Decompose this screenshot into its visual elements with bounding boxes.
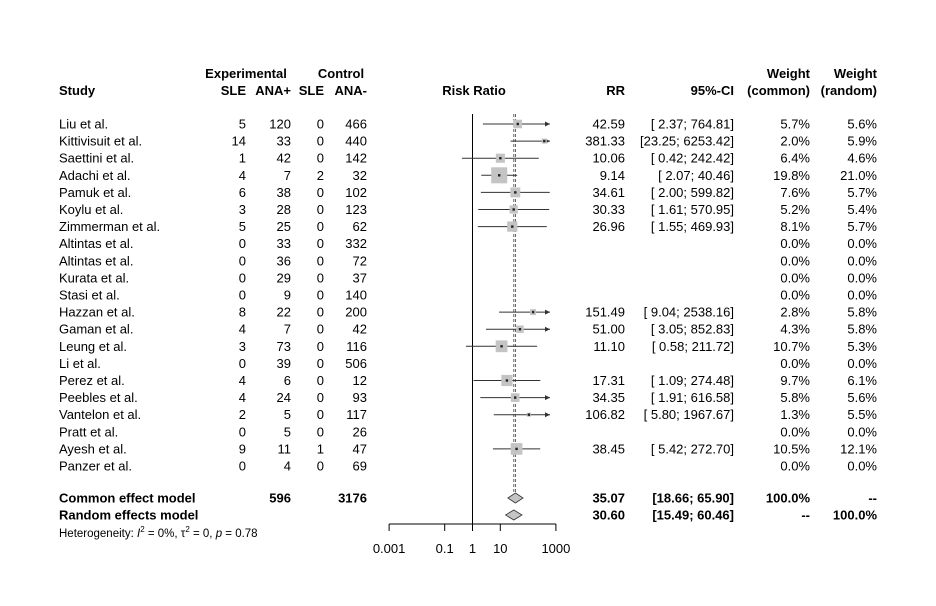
ci-value: [ 1.09; 274.48] bbox=[650, 373, 734, 388]
ctrl-events-value: 0 bbox=[316, 133, 324, 149]
weight-random-value: 0.0% bbox=[847, 287, 877, 303]
exp-total-value: 5 bbox=[283, 424, 291, 440]
plot-marks bbox=[462, 114, 550, 524]
exp-events-value: 14 bbox=[231, 133, 246, 149]
het-i2-value: = 0%, bbox=[144, 528, 181, 540]
ctrl-total-value: 140 bbox=[345, 287, 367, 303]
study-name: Adachi et al. bbox=[59, 167, 131, 183]
ctrl-events-value: 2 bbox=[316, 167, 324, 183]
exp-events-value: 0 bbox=[238, 253, 246, 269]
exp-total-value: 4 bbox=[283, 458, 291, 474]
point-estimate bbox=[517, 123, 519, 125]
weight-common-value: 9.7% bbox=[780, 373, 810, 388]
summary-weight-random: 100.0% bbox=[832, 507, 877, 523]
weight-common-value: 2.0% bbox=[780, 133, 810, 149]
rr-value: 51.00 bbox=[592, 321, 625, 337]
ctrl-total-value: 37 bbox=[352, 270, 367, 286]
summary-ci-value: [15.49; 60.46] bbox=[652, 507, 734, 523]
ctrl-total-value: 102 bbox=[345, 184, 367, 200]
exp-total-value: 33 bbox=[276, 236, 291, 252]
ctrl-total-value: 32 bbox=[352, 167, 367, 183]
ctrl-events-value: 0 bbox=[316, 236, 324, 252]
ci-value: [ 3.05; 852.83] bbox=[650, 321, 734, 337]
weight-random-value: 12.1% bbox=[840, 441, 877, 457]
ctrl-total-value: 123 bbox=[345, 202, 367, 217]
weight-random-value: 0.0% bbox=[847, 355, 877, 371]
ctrl-events-value: 0 bbox=[316, 458, 324, 474]
weight-random-value: 6.1% bbox=[847, 373, 877, 388]
header-study: Study bbox=[59, 83, 96, 98]
header-control: Control bbox=[317, 66, 365, 81]
rr-value: 9.14 bbox=[599, 167, 625, 183]
rr-value: 38.45 bbox=[592, 441, 625, 457]
exp-events-value: 3 bbox=[238, 202, 246, 217]
study-name: Perez et al. bbox=[59, 373, 125, 388]
ctrl-events-value: 0 bbox=[316, 270, 324, 286]
ci-value: [ 2.00; 599.82] bbox=[650, 184, 734, 200]
weight-random-value: 5.6% bbox=[847, 390, 877, 406]
table-row bbox=[59, 373, 877, 388]
het-prefix: Heterogeneity: bbox=[59, 528, 137, 540]
ci-value: [ 1.61; 570.95] bbox=[650, 202, 734, 217]
exp-events-value: 4 bbox=[238, 321, 246, 337]
point-estimate bbox=[500, 345, 502, 347]
ci-value: [ 2.07; 40.46] bbox=[658, 167, 734, 183]
summary-rr-value: 35.07 bbox=[592, 490, 625, 506]
ctrl-total-value: 42 bbox=[352, 321, 367, 337]
exp-total-value: 73 bbox=[276, 338, 291, 354]
study-name: Vantelon et al. bbox=[59, 407, 142, 423]
ci-arrow bbox=[545, 395, 550, 400]
table-row bbox=[59, 322, 877, 337]
het-p-symbol: p bbox=[215, 528, 223, 540]
ci-arrow bbox=[545, 310, 550, 315]
point-estimate bbox=[512, 208, 514, 210]
study-name: Hazzan et al. bbox=[59, 304, 135, 320]
point-estimate bbox=[519, 328, 521, 330]
study-name: Koylu et al. bbox=[59, 202, 124, 217]
study-rows bbox=[59, 117, 877, 523]
study-name: Li et al. bbox=[59, 355, 101, 371]
weight-common-value: 0.0% bbox=[780, 270, 810, 286]
summary-ctrl-total: 3176 bbox=[338, 490, 367, 506]
exp-total-value: 6 bbox=[283, 373, 291, 388]
table-row bbox=[59, 356, 877, 371]
table-row bbox=[59, 253, 877, 268]
header-weight-random-1: Weight bbox=[833, 66, 877, 81]
point-estimate bbox=[543, 140, 545, 142]
ctrl-total-value: 117 bbox=[346, 407, 367, 423]
study-name: Pamuk et al. bbox=[59, 184, 132, 200]
study-name: Kittivisuit et al. bbox=[59, 133, 143, 149]
header-risk-ratio: Risk Ratio bbox=[442, 83, 506, 98]
study-name: Gaman et al. bbox=[59, 321, 134, 337]
header-weight-random-2: (random) bbox=[820, 83, 877, 98]
study-name: Liu et al. bbox=[59, 116, 109, 132]
weight-common-value: 19.8% bbox=[773, 167, 810, 183]
exp-total-value: 25 bbox=[276, 219, 291, 235]
ctrl-events-value: 0 bbox=[316, 287, 324, 303]
header-experimental: Experimental bbox=[205, 66, 287, 81]
summary-ci-value: [18.66; 65.90] bbox=[652, 490, 734, 506]
ctrl-events-value: 0 bbox=[316, 304, 324, 320]
weight-random-value: 0.0% bbox=[847, 424, 877, 440]
ctrl-events-value: 0 bbox=[316, 321, 324, 337]
exp-total-value: 38 bbox=[276, 184, 291, 200]
summary-label: Random effects model bbox=[59, 507, 199, 523]
ctrl-total-value: 440 bbox=[345, 133, 367, 149]
ctrl-total-value: 142 bbox=[345, 150, 367, 166]
weight-common-value: 1.3% bbox=[780, 407, 810, 423]
rr-value: 26.96 bbox=[592, 219, 625, 235]
het-i2-sup: 2 bbox=[140, 525, 145, 534]
exp-events-value: 1 bbox=[238, 150, 246, 166]
ctrl-events-value: 0 bbox=[316, 338, 324, 354]
weight-random-value: 0.0% bbox=[847, 270, 877, 286]
study-name: Pratt et al. bbox=[59, 424, 119, 440]
exp-events-value: 5 bbox=[238, 219, 246, 235]
study-name: Altintas et al. bbox=[59, 253, 134, 269]
weight-common-value: 8.1% bbox=[780, 219, 810, 235]
weight-random-value: 5.7% bbox=[847, 219, 877, 235]
table-row bbox=[59, 270, 877, 285]
table-row bbox=[59, 185, 877, 200]
study-name: Stasi et al. bbox=[59, 287, 120, 303]
het-i2-symbol: I bbox=[137, 528, 141, 540]
table-row bbox=[59, 441, 877, 456]
exp-total-value: 24 bbox=[276, 390, 291, 406]
summary-weight-common: 100.0% bbox=[765, 490, 810, 506]
point-estimate bbox=[528, 414, 530, 416]
study-name: Saettini et al. bbox=[59, 150, 135, 166]
exp-total-value: 28 bbox=[276, 202, 291, 217]
exp-total-value: 36 bbox=[276, 253, 291, 269]
ctrl-events-value: 0 bbox=[316, 424, 324, 440]
exp-events-value: 0 bbox=[238, 355, 246, 371]
heterogeneity-text bbox=[59, 525, 258, 540]
ci-value: [23.25; 6253.42] bbox=[640, 133, 734, 149]
point-estimate bbox=[515, 448, 517, 450]
exp-total-value: 5 bbox=[283, 407, 291, 423]
summary-rr-value: 30.60 bbox=[592, 507, 625, 523]
weight-common-value: 2.8% bbox=[780, 304, 810, 320]
ctrl-total-value: 72 bbox=[352, 253, 367, 269]
header-exp-total: ANA+ bbox=[255, 83, 291, 98]
rr-value: 30.33 bbox=[592, 202, 625, 217]
summary-weight-random: -- bbox=[868, 490, 877, 506]
exp-total-value: 29 bbox=[276, 270, 291, 286]
ctrl-total-value: 26 bbox=[352, 424, 367, 440]
weight-random-value: 5.4% bbox=[847, 202, 877, 217]
weight-random-value: 5.9% bbox=[847, 133, 877, 149]
ci-value: [ 5.80; 1967.67] bbox=[643, 407, 734, 423]
rr-value: 11.10 bbox=[593, 338, 625, 354]
table-row bbox=[59, 459, 877, 474]
exp-total-value: 42 bbox=[276, 150, 291, 166]
weight-random-value: 5.6% bbox=[847, 116, 877, 132]
weight-common-value: 4.3% bbox=[780, 321, 810, 337]
ctrl-events-value: 0 bbox=[316, 116, 324, 132]
ci-arrow bbox=[545, 122, 550, 127]
ctrl-total-value: 200 bbox=[345, 304, 367, 320]
table-row bbox=[59, 219, 877, 234]
header-ctrl-events: SLE bbox=[298, 83, 324, 98]
x-tick-label: 0.001 bbox=[372, 541, 406, 556]
summary-row bbox=[59, 491, 877, 506]
exp-total-value: 9 bbox=[283, 287, 291, 303]
het-tau-symbol: τ bbox=[180, 528, 186, 540]
exp-events-value: 0 bbox=[238, 424, 246, 440]
ci-arrow bbox=[545, 412, 550, 417]
x-axis bbox=[373, 524, 571, 556]
table-row bbox=[59, 134, 877, 149]
exp-events-value: 4 bbox=[238, 373, 246, 388]
point-estimate bbox=[514, 191, 516, 193]
ctrl-events-value: 0 bbox=[316, 219, 324, 235]
weight-common-value: 0.0% bbox=[780, 355, 810, 371]
ctrl-total-value: 12 bbox=[352, 373, 367, 388]
rr-value: 17.31 bbox=[592, 373, 625, 388]
weight-common-value: 0.0% bbox=[780, 458, 810, 474]
study-name: Leung et al. bbox=[59, 338, 127, 354]
summary-label: Common effect model bbox=[59, 490, 196, 506]
exp-events-value: 2 bbox=[238, 407, 246, 423]
exp-events-value: 4 bbox=[238, 167, 246, 183]
weight-random-value: 0.0% bbox=[847, 458, 877, 474]
exp-events-value: 0 bbox=[238, 236, 246, 252]
exp-events-value: 3 bbox=[238, 338, 246, 354]
rr-value: 42.59 bbox=[592, 116, 625, 132]
weight-random-value: 4.6% bbox=[847, 150, 877, 166]
exp-events-value: 0 bbox=[238, 458, 246, 474]
table-row bbox=[59, 202, 877, 217]
ci-value: [ 0.58; 211.72] bbox=[651, 338, 734, 354]
table-row bbox=[59, 236, 877, 251]
weight-random-value: 5.3% bbox=[847, 338, 877, 354]
weight-common-value: 6.4% bbox=[780, 150, 810, 166]
exp-total-value: 11 bbox=[277, 441, 291, 457]
rr-value: 34.35 bbox=[592, 390, 625, 406]
study-name: Kurata et al. bbox=[59, 270, 130, 286]
exp-total-value: 39 bbox=[276, 355, 291, 371]
header-weight-common-2: (common) bbox=[747, 83, 810, 98]
weight-common-value: 5.2% bbox=[780, 202, 810, 217]
point-estimate bbox=[532, 311, 534, 313]
exp-events-value: 6 bbox=[238, 184, 246, 200]
header-ci: 95%-CI bbox=[690, 83, 734, 98]
weight-common-value: 0.0% bbox=[780, 253, 810, 269]
ctrl-events-value: 0 bbox=[316, 355, 324, 371]
ctrl-total-value: 466 bbox=[345, 116, 367, 132]
header-rr: RR bbox=[606, 83, 625, 98]
exp-events-value: 8 bbox=[238, 304, 246, 320]
het-tau-sup: 2 bbox=[185, 525, 190, 534]
weight-random-value: 0.0% bbox=[847, 253, 877, 269]
weight-random-value: 5.5% bbox=[847, 407, 877, 423]
summary-diamond bbox=[508, 493, 523, 503]
rr-value: 10.06 bbox=[592, 150, 625, 166]
ctrl-events-value: 0 bbox=[316, 150, 324, 166]
table-row bbox=[59, 168, 877, 183]
ci-value: [ 1.91; 616.58] bbox=[650, 390, 734, 406]
weight-common-value: 5.7% bbox=[780, 116, 810, 132]
weight-random-value: 0.0% bbox=[847, 236, 877, 252]
rr-value: 106.82 bbox=[585, 407, 625, 423]
exp-events-value: 0 bbox=[238, 287, 246, 303]
header-ctrl-total: ANA- bbox=[334, 83, 367, 98]
point-estimate bbox=[511, 225, 513, 227]
ctrl-total-value: 47 bbox=[352, 441, 367, 457]
header-exp-events: SLE bbox=[220, 83, 246, 98]
weight-common-value: 10.5% bbox=[773, 441, 810, 457]
x-tick-label: 1 bbox=[468, 541, 477, 556]
table-row bbox=[59, 407, 877, 422]
weight-common-value: 0.0% bbox=[780, 287, 810, 303]
summary-weight-common: -- bbox=[801, 507, 810, 523]
table-row bbox=[59, 424, 877, 439]
summary-row bbox=[59, 508, 877, 523]
ci-value: [ 5.42; 272.70] bbox=[650, 441, 734, 457]
study-name: Ayesh et al. bbox=[59, 441, 127, 457]
table-row bbox=[59, 390, 877, 405]
ci-value: [ 9.04; 2538.16] bbox=[643, 304, 734, 320]
weight-common-value: 10.7% bbox=[773, 338, 810, 354]
rr-value: 381.33 bbox=[585, 133, 625, 149]
het-tau-value: = 0, bbox=[189, 528, 216, 540]
study-name: Altintas et al. bbox=[59, 236, 134, 252]
summary-exp-total: 596 bbox=[269, 490, 291, 506]
ci-value: [ 0.42; 242.42] bbox=[650, 150, 734, 166]
weight-random-value: 21.0% bbox=[840, 167, 877, 183]
x-tick-label: 0.1 bbox=[435, 541, 454, 556]
table-row bbox=[59, 117, 877, 132]
exp-total-value: 7 bbox=[283, 167, 291, 183]
point-estimate bbox=[514, 396, 516, 398]
ctrl-events-value: 0 bbox=[316, 407, 324, 423]
header-weight-common-1: Weight bbox=[766, 66, 810, 81]
ctrl-total-value: 332 bbox=[345, 236, 367, 252]
exp-total-value: 120 bbox=[269, 116, 291, 132]
weight-random-value: 5.7% bbox=[847, 184, 877, 200]
point-estimate bbox=[499, 157, 501, 159]
exp-events-value: 0 bbox=[238, 270, 246, 286]
weight-common-value: 0.0% bbox=[780, 424, 810, 440]
study-name: Zimmerman et al. bbox=[59, 219, 161, 235]
study-name: Panzer et al. bbox=[59, 458, 132, 474]
exp-total-value: 22 bbox=[276, 304, 291, 320]
ctrl-events-value: 0 bbox=[316, 390, 324, 406]
rr-value: 151.49 bbox=[585, 304, 625, 320]
het-p-value: = 0.78 bbox=[222, 528, 258, 540]
weight-common-value: 7.6% bbox=[780, 184, 810, 200]
ctrl-total-value: 93 bbox=[352, 390, 367, 406]
exp-events-value: 9 bbox=[238, 441, 246, 457]
ci-value: [ 1.55; 469.93] bbox=[650, 219, 734, 235]
weight-random-value: 5.8% bbox=[847, 321, 877, 337]
table-row bbox=[59, 288, 877, 303]
ci-arrow bbox=[545, 327, 550, 332]
ctrl-total-value: 116 bbox=[346, 338, 367, 354]
x-tick-label: 1000 bbox=[541, 541, 571, 556]
weight-common-value: 5.8% bbox=[780, 390, 810, 406]
x-tick-label: 10 bbox=[493, 541, 508, 556]
ctrl-events-value: 1 bbox=[316, 441, 324, 457]
summary-diamond bbox=[506, 510, 522, 520]
weight-random-value: 5.8% bbox=[847, 304, 877, 320]
exp-events-value: 5 bbox=[238, 116, 246, 132]
ctrl-total-value: 62 bbox=[352, 219, 367, 235]
exp-total-value: 7 bbox=[283, 321, 291, 337]
study-name: Peebles et al. bbox=[59, 390, 138, 406]
point-estimate bbox=[498, 174, 500, 176]
ctrl-events-value: 0 bbox=[316, 373, 324, 388]
ctrl-events-value: 0 bbox=[316, 202, 324, 217]
ci-value: [ 2.37; 764.81] bbox=[650, 116, 734, 132]
weight-common-value: 0.0% bbox=[780, 236, 810, 252]
table-row bbox=[59, 305, 877, 320]
ctrl-events-value: 0 bbox=[316, 253, 324, 269]
exp-events-value: 4 bbox=[238, 390, 246, 406]
ctrl-events-value: 0 bbox=[316, 184, 324, 200]
point-estimate bbox=[506, 379, 508, 381]
ctrl-total-value: 69 bbox=[352, 458, 367, 474]
exp-total-value: 33 bbox=[276, 133, 291, 149]
rr-value: 34.61 bbox=[592, 184, 625, 200]
ctrl-total-value: 506 bbox=[345, 355, 367, 371]
